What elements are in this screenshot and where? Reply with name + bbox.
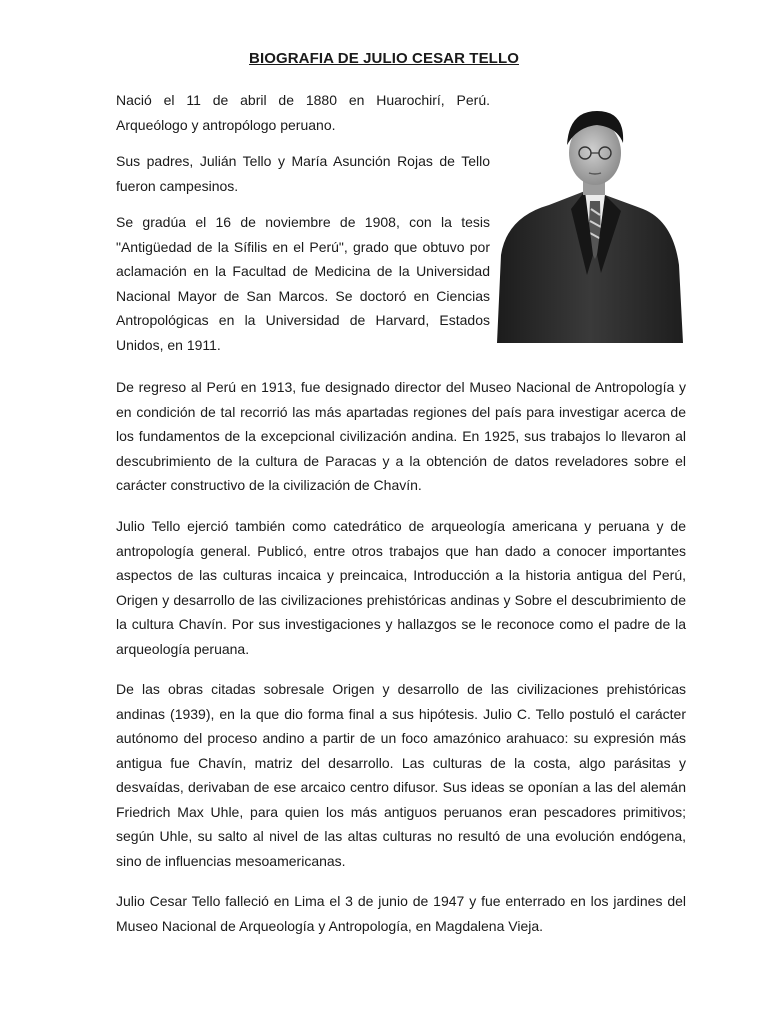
portrait-photo [497,105,683,343]
page-title: BIOGRAFIA DE JULIO CESAR TELLO [249,50,519,67]
paragraph-education: Se gradúa el 16 de noviembre de 1908, con la tesis "Antigüedad de la Sífilis en el Perú", grado que obtuvo por aclamación en la Facultad de Medicina de la Universidad Nacional Mayor de San Marcos. Se doctoró en Ciencias Antropológicas en la Universidad de Harvard, Estados Unidos, en 1911. [116,214,490,353]
paragraph-birth: Nació el 11 de abril de 1880 en Huarochirí, Perú. Arqueólogo y antropólogo peruano. [116,92,490,133]
paragraph-works: De las obras citadas sobresale Origen y desarrollo de las civilizaciones prehistóricas andinas (1939), en la que dio forma final a sus hipótesis. Julio C. Tello postuló el carácter autónomo del proceso andino a partir de un foco amazónico arahuaco: su expresión más antigua fue Chavín, matriz del desarrollo. Las culturas de la costa, algo parásitas y desvaídas, derivaban de ese arcaico centro difusor. Sus ideas se oponían a las del alemán Friedrich Max Uhle, para quien los más antiguos peruanos eran pescadores primitivos; según Uhle, su salto al nivel de las altas culturas no resultó de una evolución endógena, sino de influencias mesoamericanas. [116,681,686,869]
paragraph-death: Julio Cesar Tello falleció en Lima el 3 de junio de 1947 y fue enterrado en los jardines del Museo Nacional de Arqueología y Antropología, en Magdalena Vieja. [116,893,686,934]
paragraph-museum-director: De regreso al Perú en 1913, fue designado director del Museo Nacional de Antropología y en condición de tal recorrió las más apartadas regiones del país para investigar acerca de los fundamentos de la excepcional civilización andina. En 1925, sus trabajos lo llevaron al descubrimiento de la cultura de Paracas y a la obtención de datos reveladores sobre el carácter constructivo de la civilización de Chavín. [116,379,686,493]
paragraph-parents: Sus padres, Julián Tello y María Asunción Rojas de Tello fueron campesinos. [116,153,490,194]
person-photo-icon [497,105,683,343]
paragraph-professor: Julio Tello ejerció también como catedrático de arqueología americana y peruana y de antropología general. Publicó, entre otros trabajos que han dado a conocer importantes aspectos de las culturas incaica y preincaica, Introducción a la historia antigua del Perú, Origen y desarrollo de las civilizaciones prehistóricas andinas y Sobre el descubrimiento de la cultura Chavín. Por sus investigaciones y hallazgos se le reconoce como el padre de la arqueología peruana. [116,518,686,657]
